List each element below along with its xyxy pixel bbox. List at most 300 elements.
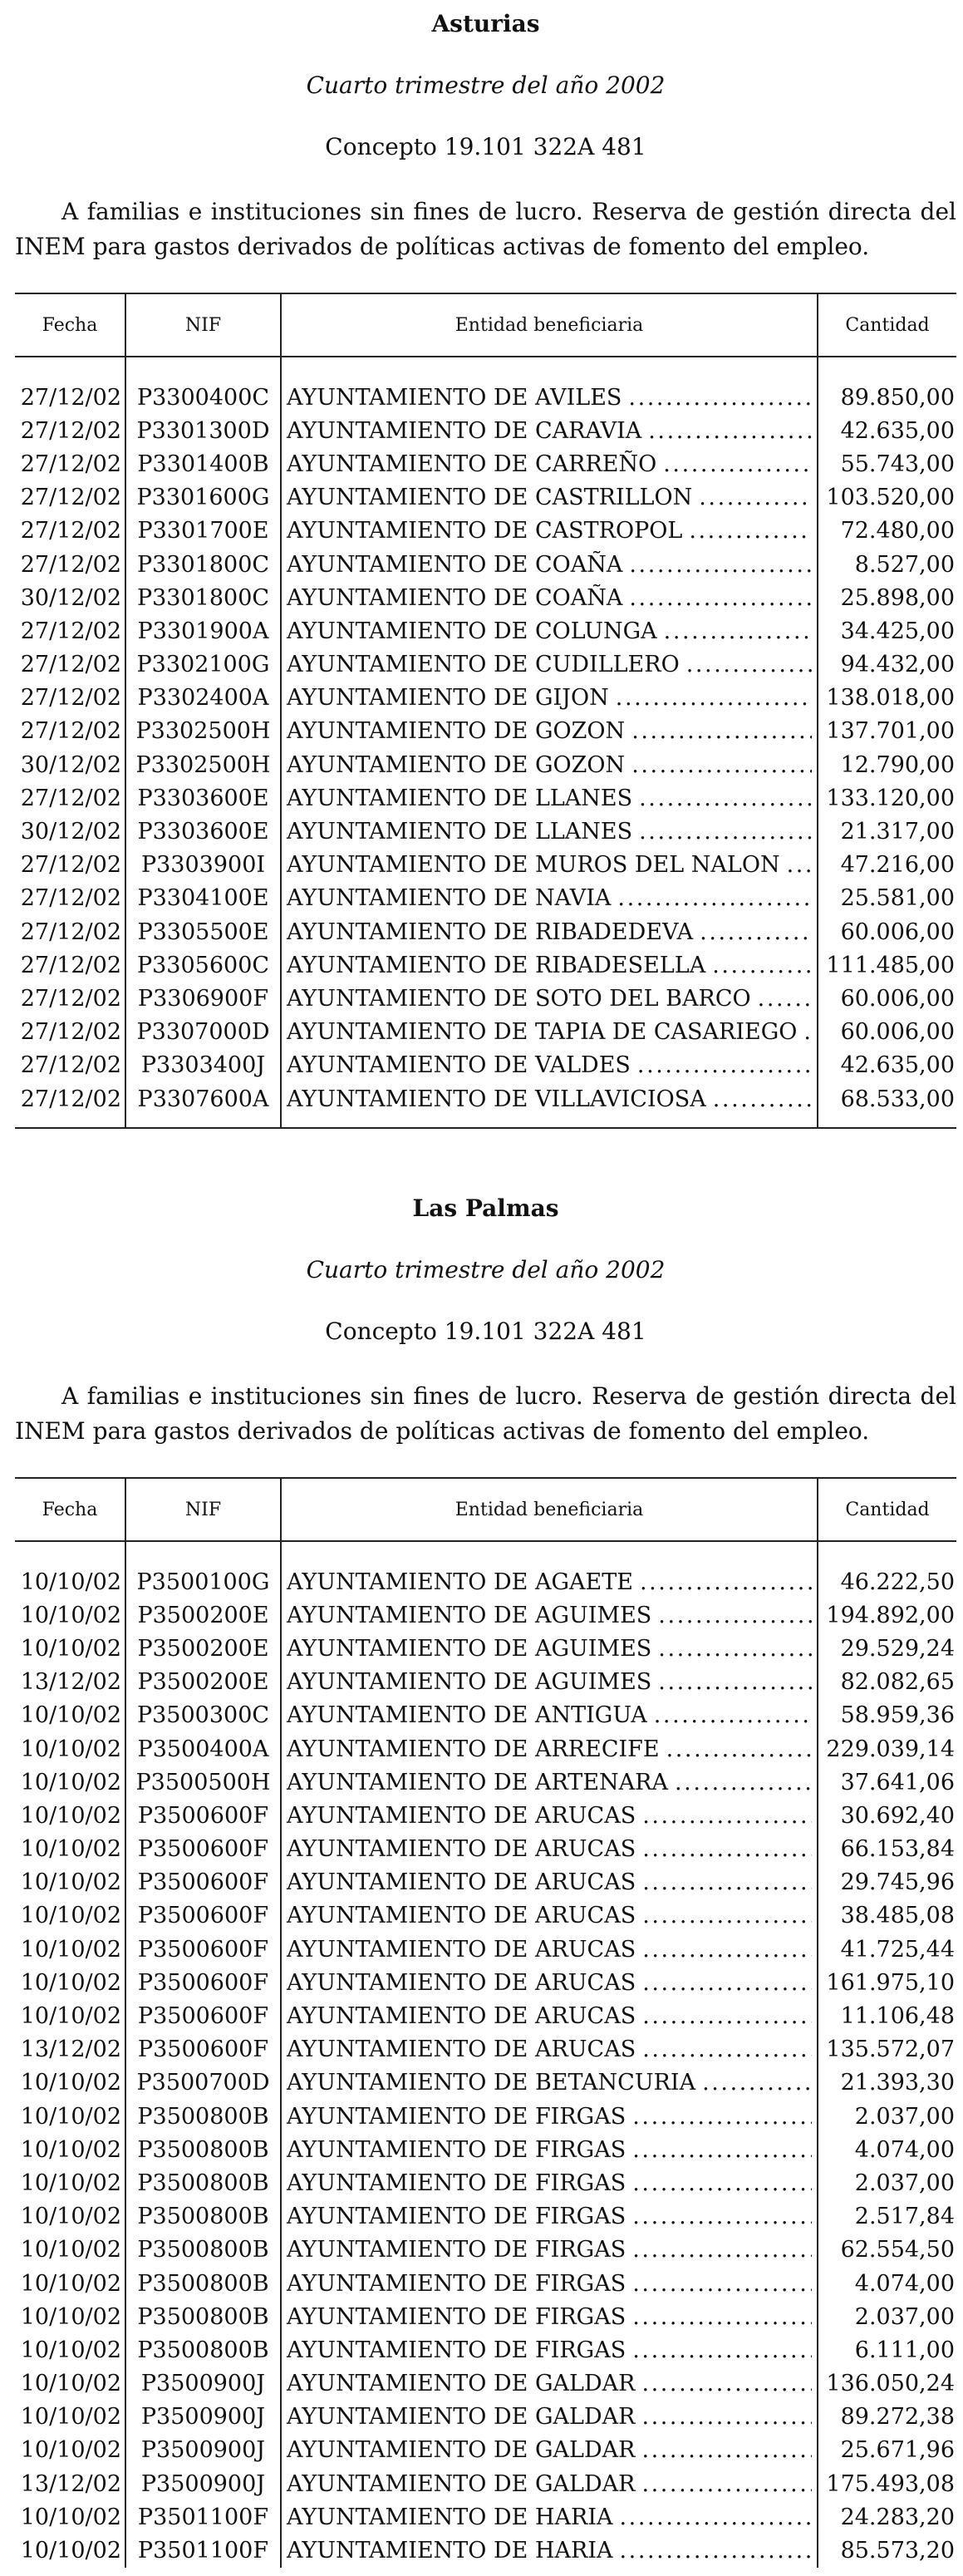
table-row: [15, 1933, 956, 1966]
dot-leader: [663, 451, 812, 477]
cell-cantidad: 161.975,10: [818, 1966, 956, 1999]
dot-leader: [628, 385, 812, 411]
table-row: [15, 2467, 956, 2500]
cell-nif: P3500800B: [125, 2267, 281, 2300]
cell-nif: P3500800B: [125, 2166, 281, 2199]
cell-entidad: [281, 648, 818, 682]
cell-cantidad: 66.153,84: [818, 1833, 956, 1866]
table-row: [15, 1565, 956, 1598]
cell-nif: P3500600F: [125, 1899, 281, 1933]
cell-entidad: [281, 715, 818, 748]
section-title: Asturias: [431, 10, 540, 37]
cell-cantidad: 229.039,14: [818, 1732, 956, 1766]
cell-cantidad: 103.520,00: [818, 481, 956, 515]
table-spacer: [15, 357, 956, 381]
cell-cantidad: 25.581,00: [818, 882, 956, 915]
table-row: [15, 781, 956, 815]
section-description: A familias e instituciones sin fines de lucro. Reserva de gestión directa del INEM para gastos derivados de políticas activas de fomento del empleo.: [15, 198, 956, 260]
cell-cantidad: 12.790,00: [818, 748, 956, 781]
cell-cantidad: 37.641,06: [818, 1766, 956, 1799]
entidad-name: AYUNTAMIENTO DE FIRGAS: [287, 2303, 626, 2330]
cell-entidad: [281, 2133, 818, 2166]
cell-cantidad: 4.074,00: [818, 2267, 956, 2300]
entidad-name: AYUNTAMIENTO DE AGUIMES: [287, 1669, 652, 1696]
table-row: [15, 2367, 956, 2401]
cell-fecha: 10/10/02: [20, 2371, 121, 2397]
table-row: [15, 1833, 956, 1866]
dot-leader: [642, 1937, 812, 1963]
cell-nif: P3500600F: [125, 1933, 281, 1966]
entidad-name: AYUNTAMIENTO DE TAPIA DE CASARIEGO: [287, 1019, 798, 1046]
dot-leader: [641, 2371, 812, 2396]
cell-nif: P3500800B: [125, 2133, 281, 2166]
entidad-name: AYUNTAMIENTO DE SOTO DEL BARCO: [287, 985, 751, 1012]
table-row: [15, 948, 956, 982]
dot-leader: [641, 2471, 812, 2497]
entidad-name: AYUNTAMIENTO DE HARIA: [287, 2538, 613, 2564]
table-row: [15, 1049, 956, 1082]
table-row: [15, 1699, 956, 1732]
cell-cantidad: 60.006,00: [818, 915, 956, 948]
cell-entidad: [281, 1632, 818, 1665]
entidad-name: AYUNTAMIENTO DE HARIA: [287, 2504, 613, 2530]
table-row: [15, 1082, 956, 1116]
section-asturias: [15, 10, 956, 1129]
cell-entidad: [281, 2234, 818, 2267]
cell-nif: P3306900F: [125, 982, 281, 1015]
cell-nif: P3500600F: [125, 2033, 281, 2066]
table-row: [15, 1766, 956, 1799]
header-fecha: Fecha: [15, 1478, 125, 1541]
cell-cantidad: 58.959,36: [818, 1699, 956, 1732]
cell-cantidad: 21.393,30: [818, 2066, 956, 2100]
cell-entidad: [281, 2434, 818, 2467]
cell-fecha: 27/12/02: [20, 952, 121, 978]
cell-entidad: [281, 614, 818, 648]
entidad-name: AYUNTAMIENTO DE ARUCAS: [287, 1903, 636, 1929]
cell-fecha: 10/10/02: [20, 1869, 121, 1896]
cell-nif: P3302400A: [125, 682, 281, 715]
header-entidad: Entidad beneficiaria: [281, 1478, 818, 1541]
cell-fecha: 10/10/02: [20, 1769, 121, 1795]
cell-entidad: [281, 982, 818, 1015]
dot-leader: [620, 2505, 813, 2530]
cell-entidad: [281, 548, 818, 581]
dot-leader: [648, 418, 812, 444]
table-row: [15, 447, 956, 480]
table-row: [15, 1666, 956, 1699]
table-row: [15, 2333, 956, 2367]
table-row: [15, 2401, 956, 2434]
table-row: [15, 2166, 956, 2199]
cell-cantidad: 2.037,00: [818, 2166, 956, 2199]
dot-leader: [632, 2104, 812, 2130]
entidad-name: AYUNTAMIENTO DE CARAVIA: [287, 417, 642, 444]
table-row: [15, 481, 956, 515]
cell-entidad: [281, 2200, 818, 2234]
cell-entidad: [281, 882, 818, 915]
cell-entidad: [281, 1999, 818, 2032]
cell-nif: P3302500H: [125, 748, 281, 781]
cell-entidad: [281, 2500, 818, 2534]
cell-entidad: [281, 1799, 818, 1832]
cell-fecha: 10/10/02: [20, 1936, 121, 1963]
cell-entidad: [281, 1016, 818, 1049]
entidad-name: AYUNTAMIENTO DE AGUIMES: [287, 1635, 652, 1662]
cell-nif: P3500800B: [125, 2300, 281, 2333]
cell-nif: P3303600E: [125, 781, 281, 815]
dot-leader: [658, 1636, 812, 1662]
cell-entidad: [281, 381, 818, 414]
entidad-name: AYUNTAMIENTO DE GOZON: [287, 751, 626, 778]
cell-cantidad: 42.635,00: [818, 1049, 956, 1082]
cell-nif: P3500200E: [125, 1666, 281, 1699]
dot-leader: [642, 1903, 812, 1928]
cell-fecha: 30/12/02: [20, 751, 121, 778]
entidad-name: AYUNTAMIENTO DE GALDAR: [287, 2437, 636, 2464]
table-row: [15, 1799, 956, 1832]
cell-entidad: [281, 2300, 818, 2333]
cell-nif: P3302100G: [125, 648, 281, 682]
cell-fecha: 27/12/02: [20, 985, 121, 1012]
cell-cantidad: 25.898,00: [818, 581, 956, 614]
cell-fecha: 10/10/02: [20, 1836, 121, 1863]
entidad-name: AYUNTAMIENTO DE ARUCAS: [287, 1869, 636, 1896]
entidad-name: AYUNTAMIENTO DE ARUCAS: [287, 1836, 636, 1863]
dot-leader: [675, 1770, 812, 1795]
table-row: [15, 1598, 956, 1632]
header-nif: NIF: [125, 1478, 281, 1541]
entidad-name: AYUNTAMIENTO DE FIRGAS: [287, 2337, 626, 2363]
cell-cantidad: 47.216,00: [818, 849, 956, 882]
cell-nif: P3301700E: [125, 515, 281, 548]
cell-cantidad: 135.572,07: [818, 2033, 956, 2066]
dot-leader: [632, 2237, 812, 2263]
cell-fecha: 27/12/02: [20, 885, 121, 912]
cell-nif: P3500900J: [125, 2434, 281, 2467]
entidad-name: AYUNTAMIENTO DE FIRGAS: [287, 2136, 626, 2163]
cell-nif: P3500600F: [125, 1866, 281, 1899]
cell-nif: P3500800B: [125, 2333, 281, 2367]
cell-nif: P3500300C: [125, 1699, 281, 1732]
entidad-name: AYUNTAMIENTO DE NAVIA: [287, 885, 612, 912]
cell-cantidad: 6.111,00: [818, 2333, 956, 2367]
table-row: [15, 682, 956, 715]
dot-leader: [641, 2404, 812, 2430]
cell-fecha: 27/12/02: [20, 451, 121, 477]
cell-entidad: [281, 2033, 818, 2066]
cell-nif: P3307600A: [125, 1082, 281, 1116]
cell-nif: P3500200E: [125, 1632, 281, 1665]
dot-leader: [629, 552, 812, 578]
entidad-name: AYUNTAMIENTO DE FIRGAS: [287, 2270, 626, 2297]
header-cantidad: Cantidad: [818, 1478, 956, 1541]
table-row: [15, 1966, 956, 1999]
cell-nif: P3305500E: [125, 915, 281, 948]
cell-entidad: [281, 915, 818, 948]
entidad-name: AYUNTAMIENTO DE COAÑA: [287, 551, 623, 578]
cell-nif: P3500600F: [125, 1833, 281, 1866]
entidad-name: AYUNTAMIENTO DE CASTROPOL: [287, 518, 683, 544]
table-row: [15, 2234, 956, 2267]
entidad-name: AYUNTAMIENTO DE FIRGAS: [287, 2170, 626, 2196]
table-row: [15, 1732, 956, 1766]
table-row: [15, 2200, 956, 2234]
dot-leader: [637, 1052, 812, 1078]
cell-cantidad: 68.533,00: [818, 1082, 956, 1116]
cell-entidad: [281, 1766, 818, 1799]
cell-entidad: [281, 2333, 818, 2367]
table-row: [15, 2066, 956, 2100]
dot-leader: [632, 2170, 812, 2196]
cell-nif: P3500400A: [125, 1732, 281, 1766]
section-las-palmas: [15, 1194, 956, 2568]
cell-fecha: 10/10/02: [20, 2170, 121, 2196]
dot-leader: [699, 485, 812, 510]
entidad-name: AYUNTAMIENTO DE GALDAR: [287, 2404, 636, 2431]
cell-cantidad: 29.529,24: [818, 1632, 956, 1665]
dot-leader: [658, 1669, 812, 1695]
header-cantidad: Cantidad: [818, 293, 956, 357]
entidad-name: AYUNTAMIENTO DE CASTRILLON: [287, 485, 693, 511]
entidad-name: AYUNTAMIENTO DE CARREÑO: [287, 451, 657, 477]
cell-fecha: 10/10/02: [20, 2103, 121, 2130]
dot-leader: [787, 852, 812, 878]
cell-fecha: 10/10/02: [20, 2237, 121, 2263]
cell-entidad: [281, 1899, 818, 1933]
header-fecha: Fecha: [15, 293, 125, 357]
dot-leader: [686, 652, 812, 677]
cell-entidad: [281, 815, 818, 848]
cell-nif: P3500900J: [125, 2467, 281, 2500]
dot-leader: [642, 2003, 812, 2029]
table-header-row: [15, 1478, 956, 1541]
cell-fecha: 27/12/02: [20, 852, 121, 879]
cell-nif: P3500900J: [125, 2367, 281, 2401]
cell-cantidad: 137.701,00: [818, 715, 956, 748]
table-row: [15, 2133, 956, 2166]
cell-nif: P3301900A: [125, 614, 281, 648]
cell-entidad: [281, 2467, 818, 2500]
cell-entidad: [281, 1666, 818, 1699]
cell-nif: P3500700D: [125, 2066, 281, 2100]
cell-cantidad: 60.006,00: [818, 982, 956, 1015]
dot-leader: [689, 518, 812, 544]
dot-leader: [620, 2538, 813, 2564]
entidad-name: AYUNTAMIENTO DE RIBADESELLA: [287, 952, 706, 978]
entidad-name: AYUNTAMIENTO DE BETANCURIA: [287, 2070, 696, 2096]
cell-cantidad: 2.037,00: [818, 2300, 956, 2333]
cell-fecha: 27/12/02: [20, 1086, 121, 1112]
cell-nif: P3500600F: [125, 1966, 281, 1999]
dot-leader: [758, 986, 812, 1012]
dot-leader: [632, 2204, 812, 2229]
cell-fecha: 10/10/02: [20, 2504, 121, 2530]
dot-leader: [632, 2304, 812, 2330]
entidad-name: AYUNTAMIENTO DE VILLAVICIOSA: [287, 1086, 706, 1112]
cell-fecha: 10/10/02: [20, 2538, 121, 2564]
table-row: [15, 581, 956, 614]
cell-fecha: 10/10/02: [20, 1969, 121, 1996]
cell-nif: P3303900I: [125, 849, 281, 882]
dot-leader: [654, 1702, 812, 1728]
cell-nif: P3500600F: [125, 1799, 281, 1832]
section-concept: Concepto 19.101 322A 481: [325, 133, 646, 160]
entidad-name: AYUNTAMIENTO DE ARRECIFE: [287, 1736, 660, 1762]
cell-cantidad: 194.892,00: [818, 1598, 956, 1632]
table-row: [15, 1999, 956, 2032]
table-row: [15, 982, 956, 1015]
cell-nif: P3301600G: [125, 481, 281, 515]
table-header-row: [15, 293, 956, 357]
dot-leader: [642, 1836, 812, 1862]
entidad-name: AYUNTAMIENTO DE AVILES: [287, 384, 622, 411]
entidad-name: AYUNTAMIENTO DE ANTIGUA: [287, 1702, 647, 1729]
cell-cantidad: 55.743,00: [818, 447, 956, 480]
cell-fecha: 10/10/02: [20, 2303, 121, 2330]
table-row: [15, 2267, 956, 2300]
cell-fecha: 10/10/02: [20, 2136, 121, 2163]
cell-fecha: 30/12/02: [20, 819, 121, 845]
dot-leader: [700, 919, 812, 945]
entidad-name: AYUNTAMIENTO DE COAÑA: [287, 584, 623, 611]
entidad-name: AYUNTAMIENTO DE ARUCAS: [287, 1936, 636, 1963]
cell-entidad: [281, 1565, 818, 1598]
table-row: [15, 748, 956, 781]
entidad-name: AYUNTAMIENTO DE GALDAR: [287, 2371, 636, 2397]
cell-fecha: 10/10/02: [20, 2003, 121, 2030]
beneficiaries-table: [15, 1477, 956, 2568]
cell-nif: P3304100E: [125, 882, 281, 915]
dot-leader: [639, 786, 812, 811]
cell-cantidad: 89.272,38: [818, 2401, 956, 2434]
table-row: [15, 2300, 956, 2333]
table-row: [15, 381, 956, 414]
cell-fecha: 27/12/02: [20, 1052, 121, 1079]
cell-cantidad: 21.317,00: [818, 815, 956, 848]
beneficiaries-table: [15, 293, 956, 1129]
cell-fecha: 27/12/02: [20, 685, 121, 712]
cell-fecha: 27/12/02: [20, 485, 121, 511]
cell-cantidad: 24.283,20: [818, 2500, 956, 2534]
cell-cantidad: 175.493,08: [818, 2467, 956, 2500]
entidad-name: AYUNTAMIENTO DE AGAETE: [287, 1569, 633, 1595]
cell-entidad: [281, 781, 818, 815]
cell-fecha: 10/10/02: [20, 1635, 121, 1662]
entidad-name: AYUNTAMIENTO DE GALDAR: [287, 2470, 636, 2497]
table-row: [15, 548, 956, 581]
cell-nif: P3500800B: [125, 2200, 281, 2234]
table-row: [15, 849, 956, 882]
table-row: [15, 414, 956, 447]
table-row: [15, 715, 956, 748]
dot-leader: [616, 685, 812, 711]
cell-nif: P3301400B: [125, 447, 281, 480]
dot-leader: [632, 2137, 812, 2163]
dot-leader: [642, 1970, 812, 1996]
cell-cantidad: 138.018,00: [818, 682, 956, 715]
cell-fecha: 27/12/02: [20, 919, 121, 945]
section-subtitle: Cuarto trimestre del año 2002: [306, 1256, 666, 1283]
section-concept: Concepto 19.101 322A 481: [325, 1318, 646, 1345]
entidad-name: AYUNTAMIENTO DE VALDES: [287, 1052, 631, 1079]
cell-cantidad: 34.425,00: [818, 614, 956, 648]
entidad-name: AYUNTAMIENTO DE ARUCAS: [287, 2037, 636, 2063]
cell-fecha: 10/10/02: [20, 2070, 121, 2096]
dot-leader: [641, 2437, 812, 2463]
cell-nif: P3307000D: [125, 1016, 281, 1049]
cell-entidad: [281, 1699, 818, 1732]
section-subtitle: Cuarto trimestre del año 2002: [306, 71, 666, 99]
entidad-name: AYUNTAMIENTO DE ARUCAS: [287, 2003, 636, 2030]
cell-cantidad: 42.635,00: [818, 414, 956, 447]
cell-cantidad: 11.106,48: [818, 1999, 956, 2032]
cell-nif: P3303400J: [125, 1049, 281, 1082]
cell-cantidad: 85.573,20: [818, 2534, 956, 2567]
entidad-name: AYUNTAMIENTO DE RIBADEDEVA: [287, 919, 694, 945]
cell-entidad: [281, 1966, 818, 1999]
dot-leader: [702, 2070, 812, 2096]
cell-entidad: [281, 682, 818, 715]
dot-leader: [713, 1086, 812, 1112]
cell-nif: P3300400C: [125, 381, 281, 414]
cell-fecha: 10/10/02: [20, 1903, 121, 1929]
cell-cantidad: 111.485,00: [818, 948, 956, 982]
header-nif: NIF: [125, 293, 281, 357]
entidad-name: AYUNTAMIENTO DE ARTENARA: [287, 1769, 668, 1795]
cell-cantidad: 89.850,00: [818, 381, 956, 414]
cell-cantidad: 62.554,50: [818, 2234, 956, 2267]
cell-cantidad: 2.037,00: [818, 2100, 956, 2133]
cell-fecha: 10/10/02: [20, 2437, 121, 2464]
entidad-name: AYUNTAMIENTO DE GOZON: [287, 718, 626, 745]
entidad-name: AYUNTAMIENTO DE FIRGAS: [287, 2103, 626, 2130]
cell-fecha: 13/12/02: [20, 2470, 121, 2497]
dot-leader: [631, 718, 812, 744]
dot-leader: [640, 1569, 812, 1595]
cell-cantidad: 41.725,44: [818, 1933, 956, 1966]
section-title: Las Palmas: [412, 1194, 559, 1222]
cell-fecha: 10/10/02: [20, 1736, 121, 1762]
dot-leader: [617, 885, 812, 911]
cell-nif: P3301800C: [125, 548, 281, 581]
dot-leader: [639, 819, 812, 845]
cell-cantidad: 38.485,08: [818, 1899, 956, 1933]
table-row: [15, 1866, 956, 1899]
cell-fecha: 27/12/02: [20, 1019, 121, 1046]
cell-cantidad: 94.432,00: [818, 648, 956, 682]
cell-fecha: 30/12/02: [20, 584, 121, 611]
dot-leader: [642, 1803, 812, 1829]
cell-entidad: [281, 2066, 818, 2100]
cell-nif: P3500100G: [125, 1565, 281, 1598]
cell-cantidad: 25.671,96: [818, 2434, 956, 2467]
section-description: A familias e instituciones sin fines de lucro. Reserva de gestión directa del INEM para gastos derivados de políticas activas de fomento del empleo.: [15, 1382, 956, 1445]
cell-entidad: [281, 515, 818, 548]
cell-fecha: 27/12/02: [20, 417, 121, 444]
cell-fecha: 10/10/02: [20, 2270, 121, 2297]
cell-entidad: [281, 1049, 818, 1082]
entidad-name: AYUNTAMIENTO DE LLANES: [287, 785, 633, 811]
table-row: [15, 515, 956, 548]
dot-leader: [666, 1736, 812, 1762]
table-row: [15, 815, 956, 848]
cell-nif: P3500900J: [125, 2401, 281, 2434]
cell-fecha: 10/10/02: [20, 1569, 121, 1595]
table-row: [15, 2434, 956, 2467]
cell-fecha: 27/12/02: [20, 384, 121, 411]
table-row: [15, 1899, 956, 1933]
